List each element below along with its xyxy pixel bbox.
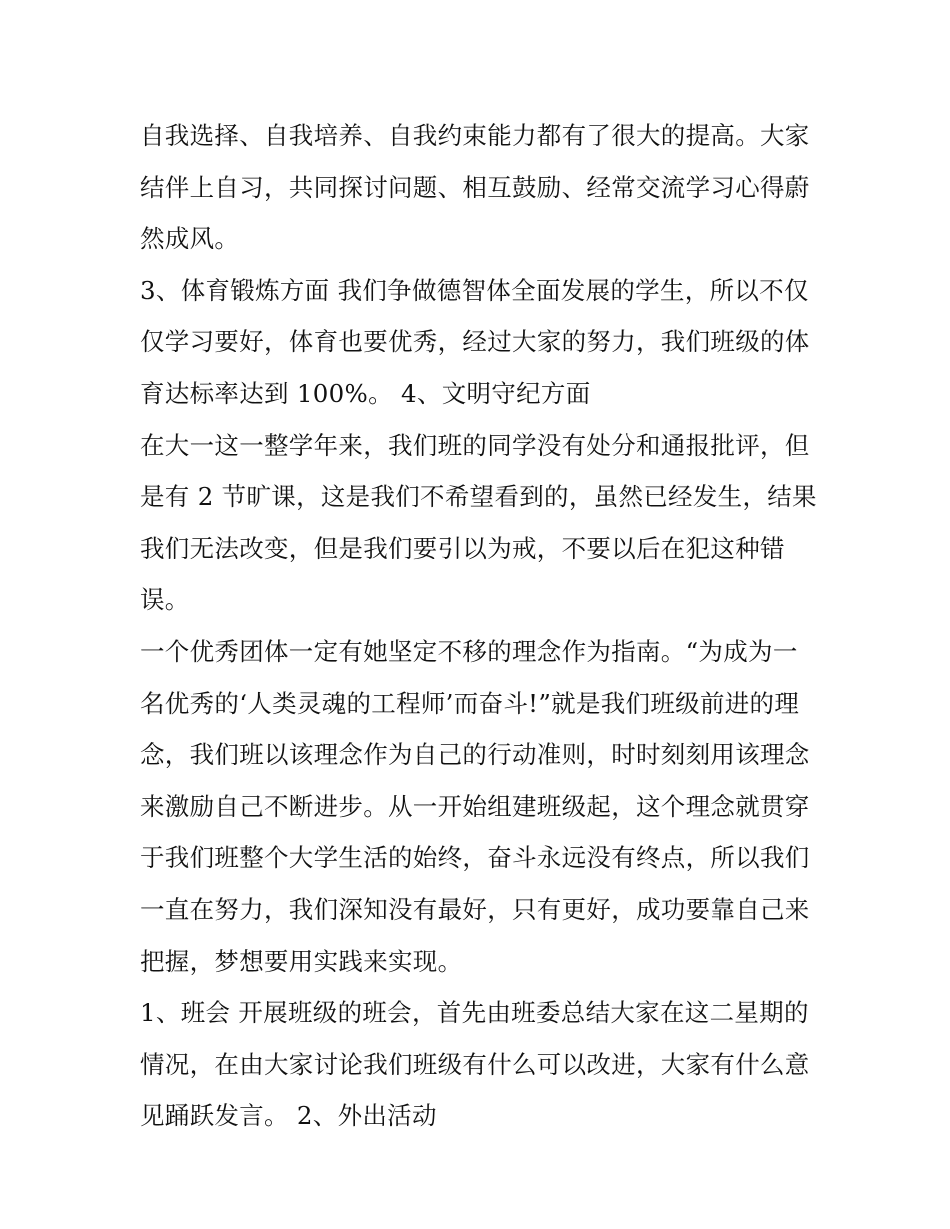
text-line: 情况，在由大家讨论我们班级有什么可以改进，大家有什么意 [140,1049,810,1079]
text-line: 一直在努力，我们深知没有最好，只有更好，成功要靠自己来 [140,894,810,924]
text-line: 育达标率达到 100%。 4、文明守纪方面 [140,378,591,408]
text-line: 名优秀的‘人类灵魂的工程师’而奋斗!”就是我们班级前进的理 [140,688,800,718]
text-line: 我们无法改变，但是我们要引以为戒，不要以后在犯这种错 [140,533,785,563]
text-line: 来激励自己不断进步。从一开始组建班级起，这个理念就贯穿 [140,791,810,821]
paragraph-discipline [140,420,820,626]
text-line: 见踊跃发言。 2、外出活动 [140,1101,437,1131]
text-line: 念，我们班以该理念作为自己的行动准则，时时刻刻用该理念 [140,740,810,770]
paragraph-class-meeting [140,987,820,1142]
text-line: 是有 2 节旷课，这是我们不希望看到的，虽然已经发生，结果 [140,482,817,512]
text-line: 1、班会 开展班级的班会，首先由班委总结大家在这二星期的 [140,998,809,1028]
text-line: 误。 [140,585,190,615]
paragraph-sports [140,265,820,420]
text-line: 于我们班整个大学生活的始终，奋斗永远没有终点，所以我们 [140,843,810,873]
paragraph-class-philosophy [140,626,820,987]
text-line: 仅学习要好，体育也要优秀，经过大家的努力，我们班级的体 [140,327,810,357]
text-line: 一个优秀团体一定有她坚定不移的理念作为指南。“为成为一 [140,636,798,666]
text-line: 自我选择、自我培养、自我约束能力都有了很大的提高。大家 [140,121,810,150]
text-line: 3、体育锻炼方面 我们争做德智体全面发展的学生，所以不仅 [140,275,809,305]
text-line: 然成风。 [140,224,240,254]
text-line: 结伴上自习，共同探讨问题、相互鼓励、经常交流学习心得蔚 [140,172,810,202]
document-body [140,110,820,1142]
paragraph-self-improvement [140,110,820,265]
text-line: 在大一这一整学年来，我们班的同学没有处分和通报批评，但 [140,430,810,460]
text-line: 把握，梦想要用实践来实现。 [140,946,463,976]
